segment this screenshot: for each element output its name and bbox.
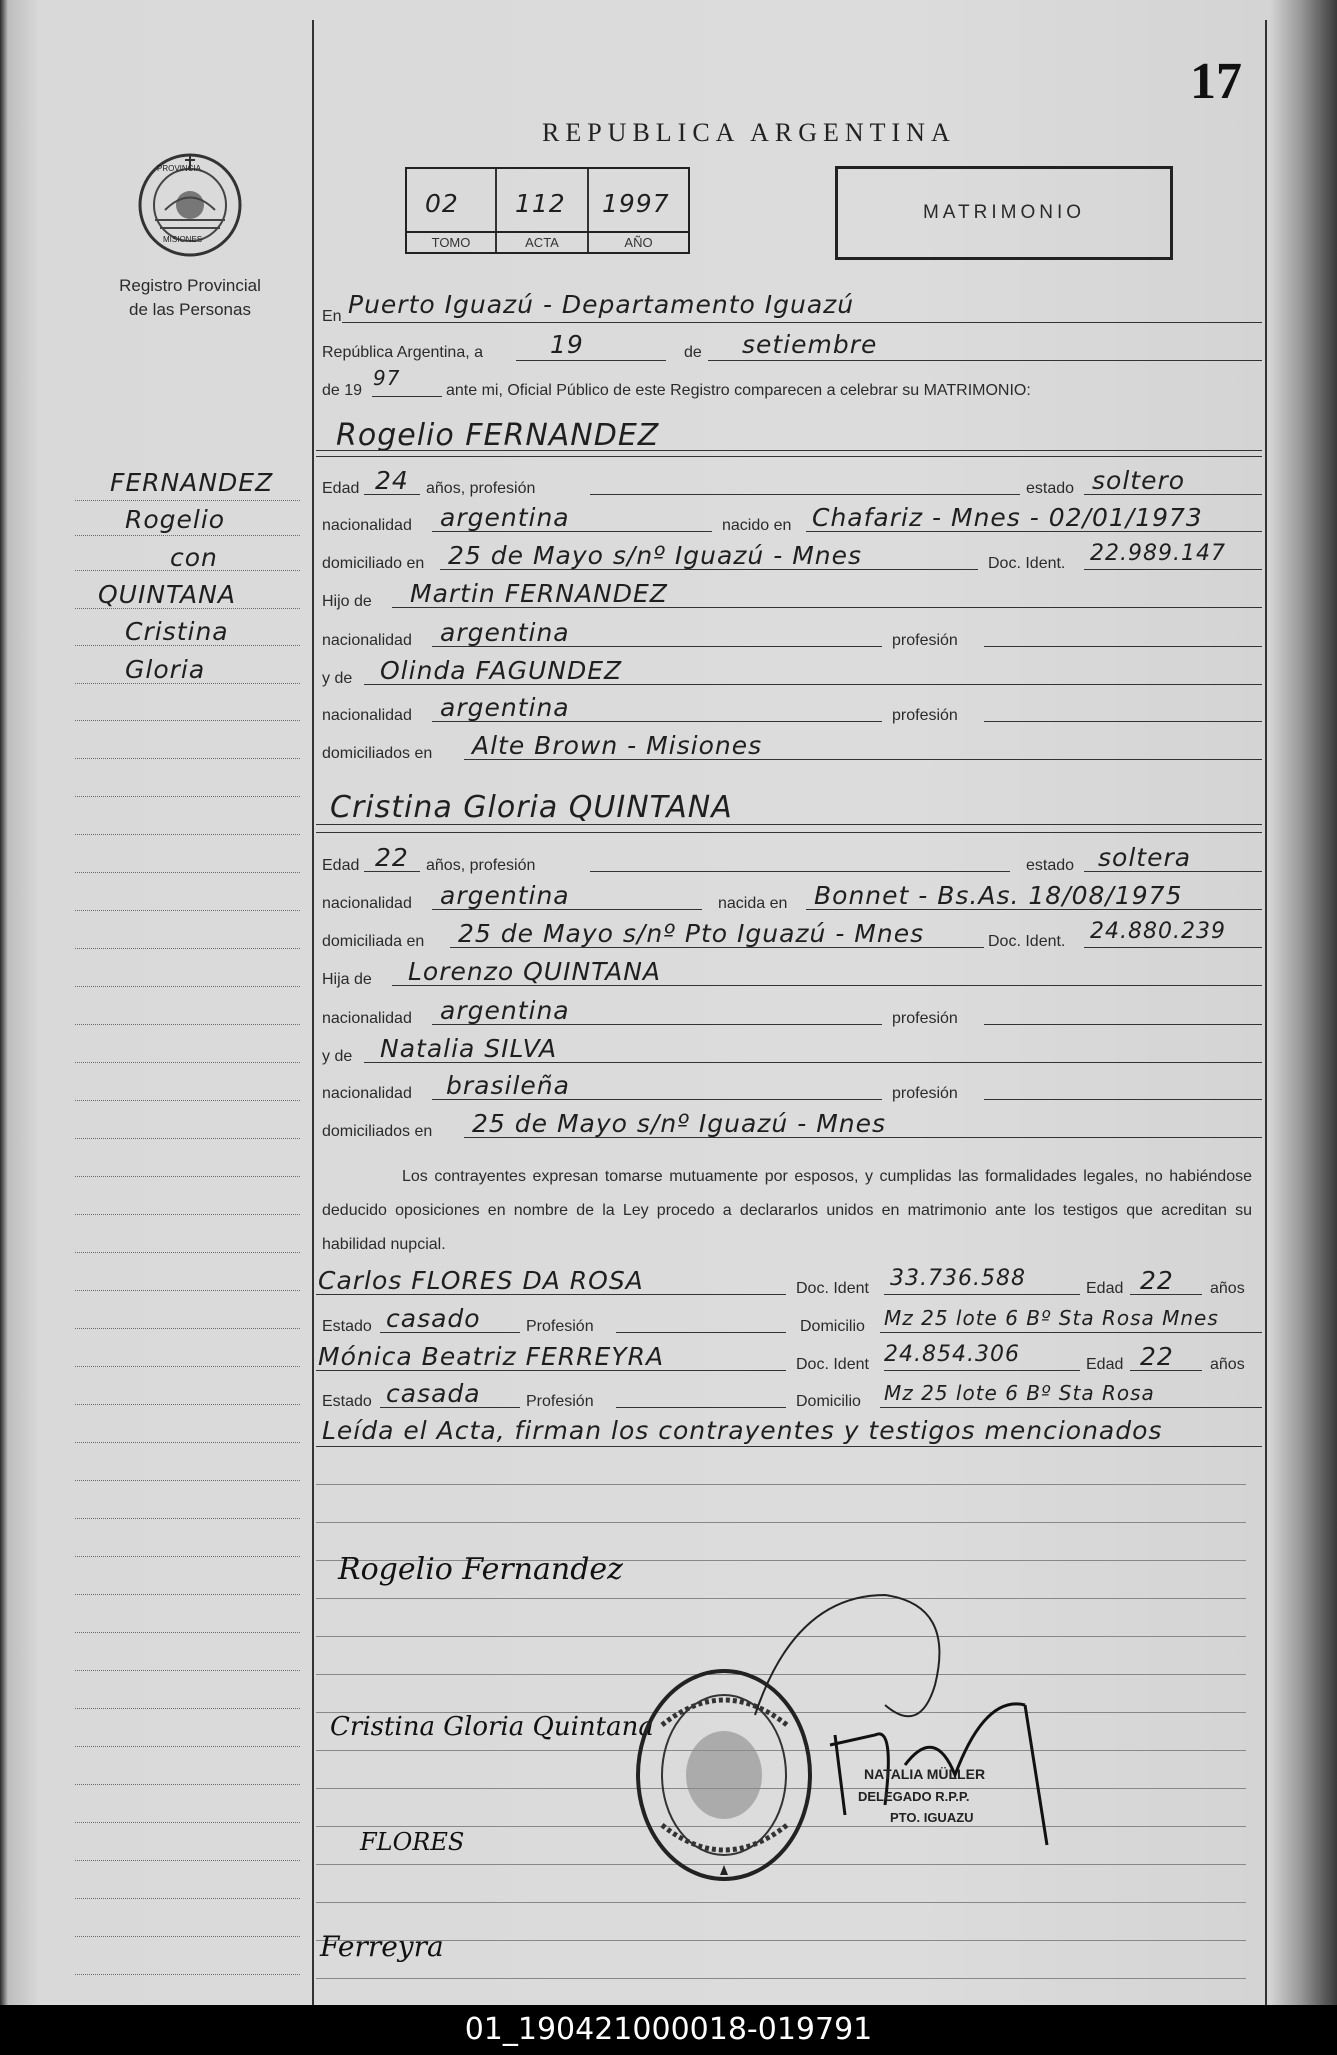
ano-label: AÑO bbox=[624, 235, 653, 250]
bride-father-label: Hija de bbox=[322, 971, 372, 988]
margin-note-name-3: Gloria bbox=[125, 655, 206, 684]
bride-doc: 24.880.239 bbox=[1090, 919, 1226, 944]
margin-divider bbox=[312, 20, 314, 2005]
witness-1-profesion-label: Profesión bbox=[526, 1318, 594, 1335]
witness-2-domicilio: Mz 25 lote 6 Bº Sta Rosa bbox=[884, 1381, 1155, 1405]
witness-2-name: Mónica Beatriz FERREYRA bbox=[318, 1342, 665, 1371]
margin-note-surname-2: QUINTANA bbox=[98, 580, 236, 609]
witness-2-doc-label: Doc. Ident bbox=[796, 1356, 869, 1373]
document-type: MATRIMONIO bbox=[922, 202, 1086, 223]
legal-declaration: Los contrayentes expresan tomarse mutuamente por esposos, y cumplidas las formalidades legales, no habiéndose deducido oposiciones en nombre de la Ley procedo a declararlos unidos en matrimonio ante los testigos que acreditan su habilidad nupcial. bbox=[322, 1168, 1252, 1253]
margin-note-name: Rogelio bbox=[125, 505, 226, 534]
groom-nacionalidad-label: nacionalidad bbox=[322, 517, 412, 534]
record-table bbox=[405, 167, 690, 254]
witness-1-doc: 33.736.588 bbox=[890, 1266, 1026, 1291]
de-label: de bbox=[684, 344, 702, 361]
groom-anos-profesion-label: años, profesión bbox=[426, 480, 536, 497]
bride-nacionalidad: argentina bbox=[440, 881, 570, 910]
table-divider bbox=[407, 231, 688, 233]
seal-text-top: PROVINCIA bbox=[157, 164, 202, 173]
witness-1-edad: 22 bbox=[1140, 1266, 1174, 1295]
witness-1-edad-label: Edad bbox=[1086, 1280, 1124, 1297]
groom-domicilio: 25 de Mayo s/nº Iguazú - Mnes bbox=[448, 541, 863, 570]
bride-signature: Cristina Gloria Quintana bbox=[330, 1712, 654, 1742]
groom-father-nac-label: nacionalidad bbox=[322, 632, 412, 649]
groom-edad-label: Edad bbox=[322, 480, 360, 497]
official-place: PTO. IGUAZU bbox=[890, 1810, 974, 1825]
witness-1-domicilio: Mz 25 lote 6 Bº Sta Rosa Mnes bbox=[884, 1306, 1219, 1330]
bride-mother-nac: brasileña bbox=[446, 1071, 570, 1100]
groom-mother-prof-label: profesión bbox=[892, 707, 958, 724]
bride-nacida: Bonnet - Bs.As. 18/08/1975 bbox=[814, 881, 1183, 910]
closing-statement: Leída el Acta, firman los contrayentes y testigos mencionados bbox=[322, 1416, 1163, 1445]
witness-2-domicilio-label: Domicilio bbox=[796, 1393, 861, 1410]
bride-estado: soltera bbox=[1098, 843, 1192, 872]
bride-nacida-label: nacida en bbox=[718, 895, 788, 912]
bride-edad: 22 bbox=[375, 843, 409, 872]
place-value: Puerto Iguazú - Departamento Iguazú bbox=[348, 290, 855, 319]
statement: ante mi, Oficial Público de este Registro comparecen a celebrar su MATRIMONIO: bbox=[446, 382, 1031, 399]
groom-estado: soltero bbox=[1092, 466, 1186, 495]
bride-domicilio: 25 de Mayo s/nº Pto Iguazú - Mnes bbox=[458, 919, 925, 948]
groom-domicilio-label: domiciliado en bbox=[322, 555, 425, 572]
margin-note-name-2: Cristina bbox=[125, 617, 229, 646]
seal-text-bottom: MISIONES bbox=[163, 235, 203, 244]
acta-label: ACTA bbox=[525, 235, 559, 250]
bride-edad-label: Edad bbox=[322, 857, 360, 874]
right-border bbox=[1265, 20, 1267, 2005]
year-label: de 19 bbox=[322, 382, 363, 399]
witness-2-anos-label: años bbox=[1210, 1356, 1245, 1373]
bride-parents-dom: 25 de Mayo s/nº Iguazú - Mnes bbox=[472, 1109, 887, 1138]
bride-mother: Natalia SILVA bbox=[380, 1034, 558, 1063]
witness-1-estado-label: Estado bbox=[322, 1318, 372, 1335]
groom-parents-dom-label: domiciliados en bbox=[322, 745, 433, 762]
groom-edad: 24 bbox=[375, 466, 409, 495]
groom-father: Martin FERNANDEZ bbox=[410, 579, 668, 608]
groom-nacionalidad: argentina bbox=[440, 503, 570, 532]
groom-mother-nac-label: nacionalidad bbox=[322, 707, 412, 724]
bride-doc-label: Doc. Ident. bbox=[988, 933, 1066, 950]
bride-mother-prof-label: profesión bbox=[892, 1085, 958, 1102]
tomo-label: TOMO bbox=[431, 235, 471, 250]
groom-father-label: Hijo de bbox=[322, 593, 372, 610]
groom-father-nac: argentina bbox=[440, 618, 570, 647]
bride-mother-label: y de bbox=[322, 1048, 353, 1065]
official-name: NATALIA MÜLLER bbox=[864, 1766, 986, 1782]
witness-1-name: Carlos FLORES DA ROSA bbox=[318, 1266, 644, 1295]
witness-1-anos-label: años bbox=[1210, 1280, 1245, 1297]
month-value: setiembre bbox=[742, 330, 878, 359]
ano-value: 1997 bbox=[602, 189, 670, 218]
day-value: 19 bbox=[550, 330, 584, 359]
republica-label: República Argentina, a bbox=[322, 344, 483, 361]
witness-2-doc: 24.854.306 bbox=[884, 1342, 1020, 1367]
en-label: En bbox=[322, 308, 342, 325]
witness-2-profesion-label: Profesión bbox=[526, 1393, 594, 1410]
groom-mother-nac: argentina bbox=[440, 693, 570, 722]
bride-father-prof-label: profesión bbox=[892, 1010, 958, 1027]
registry-name-line1: Registro Provincial bbox=[119, 276, 261, 295]
year-value: 97 bbox=[373, 366, 401, 390]
groom-full-name: Rogelio FERNANDEZ bbox=[336, 418, 660, 453]
registry-name-line2: de las Personas bbox=[129, 300, 251, 319]
bride-father-nac-label: nacionalidad bbox=[322, 1010, 412, 1027]
document-type-box bbox=[835, 166, 1173, 260]
witness-1-domicilio-label: Domicilio bbox=[800, 1318, 865, 1335]
bride-anos-profesion-label: años, profesión bbox=[426, 857, 536, 874]
bride-domicilio-label: domiciliada en bbox=[322, 933, 425, 950]
margin-note-surname: FERNANDEZ bbox=[110, 468, 274, 497]
groom-estado-label: estado bbox=[1026, 480, 1075, 497]
witness-1-estado: casado bbox=[386, 1304, 481, 1333]
official-role: DELEGADO R.P.P. bbox=[858, 1789, 970, 1804]
bride-parents-dom-label: domiciliados en bbox=[322, 1123, 433, 1140]
groom-nacido-label: nacido en bbox=[722, 517, 792, 534]
witness-1-doc-label: Doc. Ident bbox=[796, 1280, 869, 1297]
witness-2-edad: 22 bbox=[1140, 1342, 1174, 1371]
groom-mother-label: y de bbox=[322, 670, 353, 687]
groom-doc: 22.989.147 bbox=[1090, 541, 1226, 566]
witness-2-edad-label: Edad bbox=[1086, 1356, 1124, 1373]
margin-note-con: con bbox=[170, 543, 218, 572]
groom-parents-dom: Alte Brown - Misiones bbox=[472, 731, 763, 760]
bride-nacionalidad-label: nacionalidad bbox=[322, 895, 412, 912]
bride-father-nac: argentina bbox=[440, 996, 570, 1025]
tomo-value: 02 bbox=[425, 189, 459, 218]
witness-2-signature: Ferreyra bbox=[320, 1930, 444, 1963]
country-title: REPUBLICA ARGENTINA bbox=[542, 118, 956, 147]
witness-2-estado-label: Estado bbox=[322, 1393, 372, 1410]
groom-nacido: Chafariz - Mnes - 02/01/1973 bbox=[812, 503, 1203, 532]
acta-value: 112 bbox=[515, 189, 566, 218]
bride-father: Lorenzo QUINTANA bbox=[408, 957, 662, 986]
groom-doc-label: Doc. Ident. bbox=[988, 555, 1066, 572]
groom-father-prof-label: profesión bbox=[892, 632, 958, 649]
page-number: 17 bbox=[1190, 53, 1242, 110]
bride-mother-nac-label: nacionalidad bbox=[322, 1085, 412, 1102]
image-caption: 01_190421000018-019791 bbox=[0, 2005, 1337, 2055]
witness-1-signature: FLORES bbox=[360, 1828, 465, 1856]
groom-signature: Rogelio Fernandez bbox=[338, 1552, 623, 1587]
province-seal bbox=[135, 150, 245, 260]
bride-full-name: Cristina Gloria QUINTANA bbox=[330, 790, 733, 825]
bride-estado-label: estado bbox=[1026, 857, 1075, 874]
witness-2-estado: casada bbox=[386, 1379, 481, 1408]
groom-mother: Olinda FAGUNDEZ bbox=[380, 656, 623, 685]
